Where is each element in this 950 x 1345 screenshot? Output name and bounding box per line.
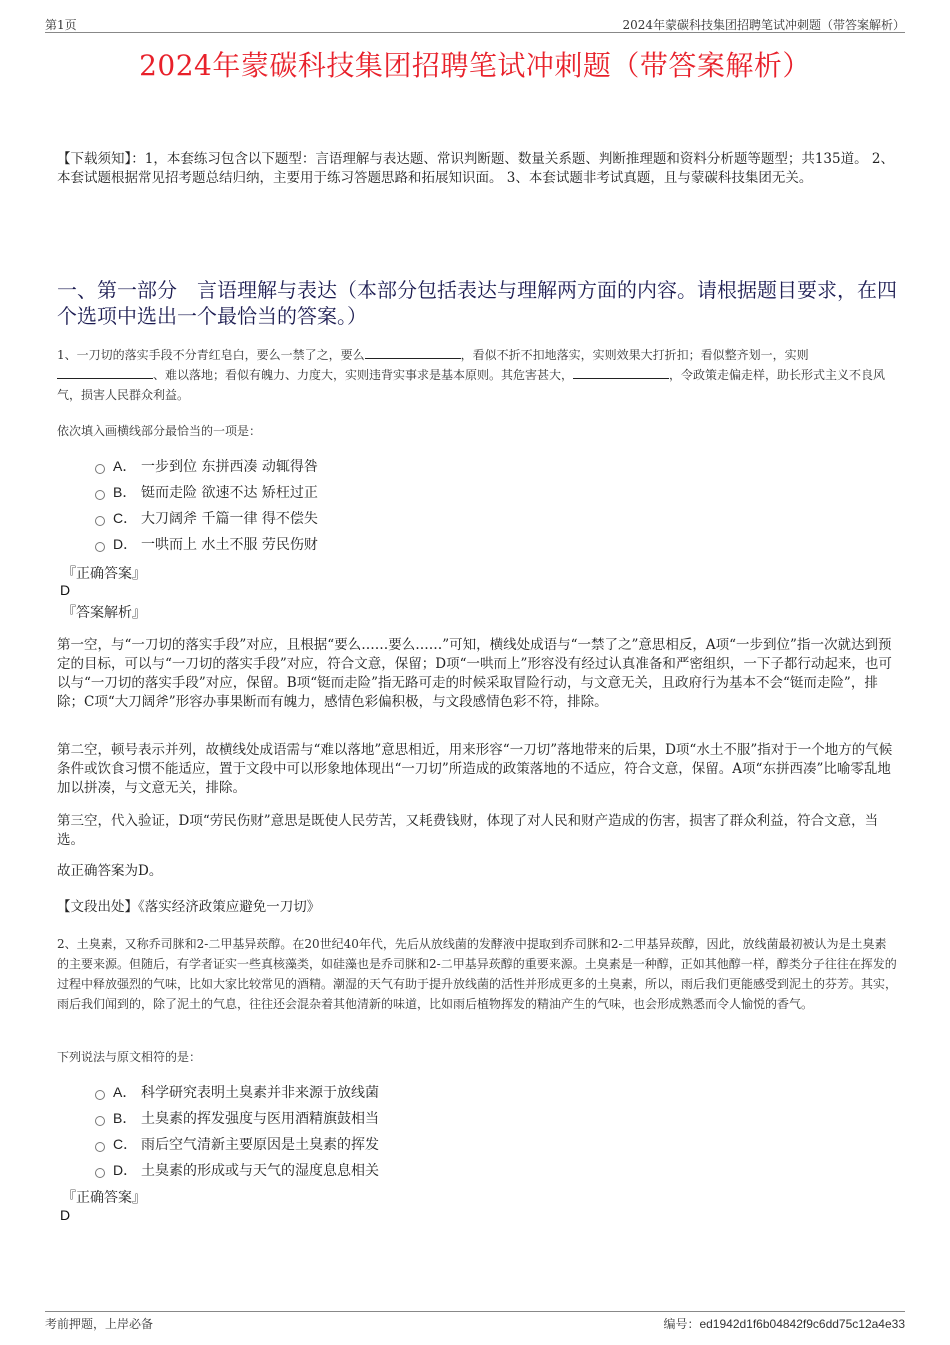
analysis-paragraph-2: 第二空，顿号表示并列，故横线处成语需与“难以落地”意思相近，用来形容“一刀切”落地带来的后果，D项“水土不服”指对于一个地方的气候条件或饮食习惯不能适应，置于文段中可以形象地体现出“一刀切”所造成的政策落地的不适应，符合文意，保留。A项“东拼西凑”比喻零乱地加以拼凑，与文意无关，排除。 [57, 742, 893, 796]
page-header [45, 14, 905, 33]
document-id: 编号：ed1942d1f6b04842f9c6dd75c12a4e33 [663, 1317, 905, 1331]
radio-icon[interactable] [95, 464, 105, 474]
question-2-prompt: 下列说法与原文相符的是： [57, 1050, 202, 1064]
question-1-prompt: 依次填入画横线部分最恰当的一项是： [57, 424, 262, 438]
question-2-stem: 2、土臭素，又称乔司脒和2-二甲基异莰醇。在20世纪40年代，先后从放线菌的发酵液中提取到乔司脒和2-二甲基异莰醇，因此，放线菌最初被认为是土臭素的主要来源。但随后，有学者证实一些真核藻类，如硅藻也是乔司脒和2-二甲基异莰醇的重要来源。土臭素是一种醇，正如其他醇一样，醇类分子往往在挥发的过程中释放强烈的气味，比如大家比较常见的酒精。潮湿的天气有助于提升放线菌的活性并形成更多的土臭素，所以，雨后我们更能感受到泥土的芬芳。其实，雨后我们闻到的，除了泥土的气息，往往还会混杂着其他清新的味道，比如雨后植物挥发的精油产生的气味，也会形成熟悉而令人愉悦的香气。 [57, 937, 898, 1011]
question-2-options [95, 1079, 795, 1183]
footer-slogan: 考前押题，上岸必备 [45, 1317, 154, 1331]
analysis-tag: 『答案解析』 [62, 605, 146, 621]
radio-icon[interactable] [95, 1168, 105, 1178]
option-a[interactable]: A． 科学研究表明土臭素并非来源于放线菌 [95, 1079, 795, 1105]
option-c[interactable]: C． 雨后空气清新主要原因是土臭素的挥发 [95, 1131, 795, 1157]
correct-answer: D [60, 1207, 71, 1223]
radio-icon[interactable] [95, 1116, 105, 1126]
radio-icon[interactable] [95, 542, 105, 552]
analysis-conclusion: 故正确答案为D。 [57, 863, 163, 879]
blank-2[interactable] [57, 366, 153, 379]
blank-1[interactable] [365, 346, 461, 359]
blank-3[interactable] [573, 366, 669, 379]
section-title: 一、第一部分 言语理解与表达（本部分包括表达与理解两方面的内容。请根据题目要求，在四个选项中选出一个最恰当的答案。） [57, 278, 897, 328]
option-d[interactable]: D． 一哄而上 水土不服 劳民伤财 [95, 531, 795, 557]
option-c[interactable]: C． 大刀阔斧 千篇一律 得不偿失 [95, 505, 795, 531]
download-notice: 【下载须知】：1，本套练习包含以下题型：言语理解与表达题、常识判断题、数量关系题、判断推理题和资料分析题等题型；共135道。 2、本套试题根据常见招考题总结归纳，主要用于练习答题思路和拓展知识面。 3、本套试题非考试真题，且与蒙碳科技集团无关。 [57, 151, 894, 186]
radio-icon[interactable] [95, 1090, 105, 1100]
question-1-options [95, 453, 795, 557]
radio-icon[interactable] [95, 490, 105, 500]
option-d[interactable]: D． 土臭素的形成或与天气的湿度息息相关 [95, 1157, 795, 1183]
option-b[interactable]: B． 铤而走险 欲速不达 矫枉过正 [95, 479, 795, 505]
answer-tag: 『正确答案』 [62, 566, 146, 582]
option-a[interactable]: A． 一步到位 东拼西凑 动辄得咎 [95, 453, 795, 479]
page-title: 2024年蒙碳科技集团招聘笔试冲刺题（带答案解析） [139, 49, 811, 82]
analysis-paragraph-3: 第三空，代入验证，D项“劳民伤财”意思是既使人民劳苦，又耗费钱财，体现了对人民和财产造成的伤害，损害了群众利益，符合文意，当选。 [57, 813, 879, 848]
option-b[interactable]: B． 土臭素的挥发强度与医用酒精旗鼓相当 [95, 1105, 795, 1131]
source-citation: 【文段出处】《落实经济政策应避免一刀切》 [57, 899, 321, 915]
radio-icon[interactable] [95, 1142, 105, 1152]
answer-tag: 『正确答案』 [62, 1190, 146, 1206]
page-number: 第1页 [45, 18, 77, 32]
header-doc-title: 2024年蒙碳科技集团招聘笔试冲刺题（带答案解析） [622, 18, 905, 32]
page-footer [45, 1311, 905, 1331]
correct-answer: D [60, 582, 71, 598]
question-1-stem: 1、一刀切的落实手段不分青红皂白，要么一禁了之，要么 ，看似不折不扣地落实，实则效果大打折扣；看似整齐划一，实则、难以落地；看似有魄力、力度大，实则违背实事求是基本原则。其危害甚大， ，令政策走偏走样，助长形式主义不良风气，损害人民群众利益。 [57, 348, 886, 402]
analysis-paragraph-1: 第一空，与“一刀切的落实手段”对应，且根据“要么……要么……”可知，横线处成语与“一禁了之”意思相反，A项“一步到位”指一次就达到预定的目标，可以与“一刀切的落实手段”对应，符合文意，保留；D项“一哄而上”形容没有经过认真准备和严密组织，一下子都行动起来，也可以与“一刀切的落实手段”对应，保留。B项“铤而走险”指无路可走的时候采取冒险行动，与文意无关，且政府行为基本不会“铤而走险”，排除；C项“大刀阔斧”形容办事果断而有魄力，感情色彩偏积极，与文段感情色彩不符，排除。 [57, 637, 892, 710]
radio-icon[interactable] [95, 516, 105, 526]
